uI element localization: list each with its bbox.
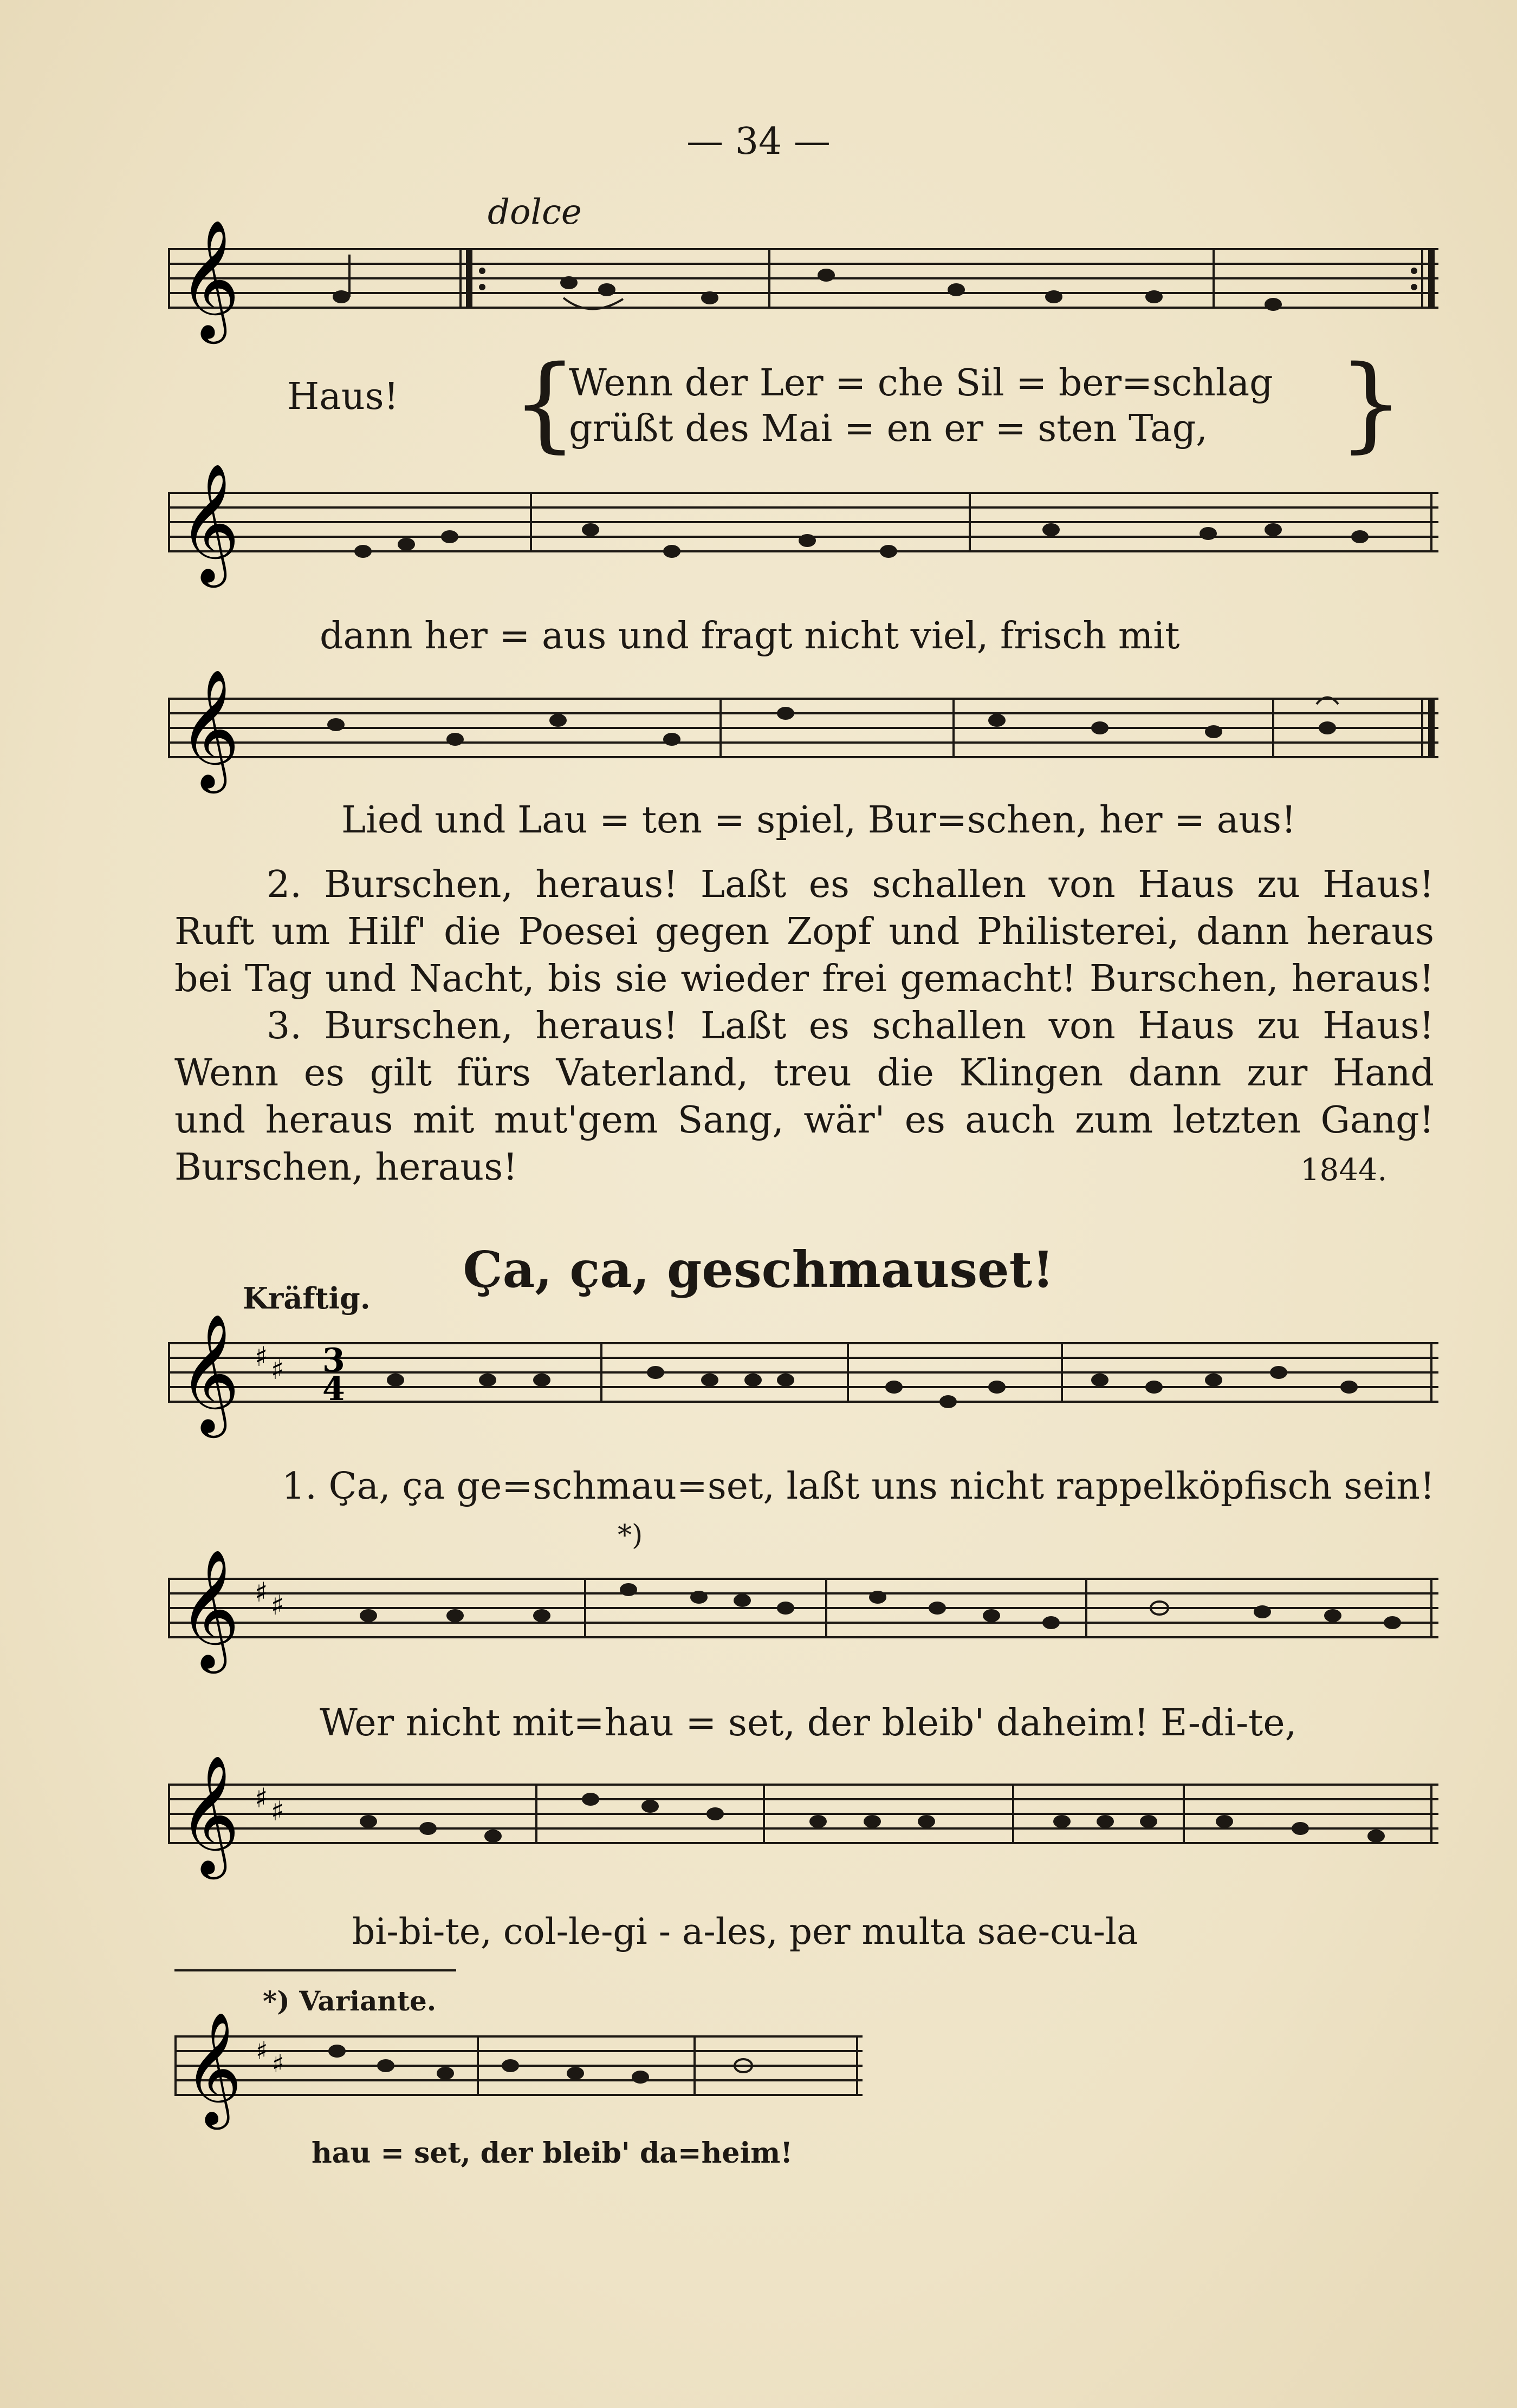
song-year: 1844. [1300,1153,1388,1188]
page-number: — 34 — [686,120,831,163]
svg-text:♯: ♯ [255,1782,268,1814]
svg-text:♯: ♯ [271,1354,284,1385]
svg-text:𝄞: 𝄞 [179,668,240,788]
svg-text:♯: ♯ [255,1341,268,1372]
lyric-row-1a: Wenn der Ler = che Sil = ber=schlag [569,362,1273,405]
footnote-staff [174,2012,863,2134]
music-staff-1 [168,219,1438,347]
music-staff-3 [168,668,1438,796]
verse-2-line-3: bei Tag und Nacht, bis sie wieder frei gemacht! Burschen, heraus! [174,958,1434,1000]
verse-2-line-2: Ruft um Hilf' die Poesei gegen Zopf und Philisterei, dann heraus [174,910,1434,953]
music-staff-6 [168,1754,1438,1882]
footnote-lyrics: hau = set, der bleib' da=heim! [312,2137,793,2170]
svg-text:3: 3 [322,1342,345,1379]
music-staff-4 [168,1313,1438,1441]
verse-3-line-4: Burschen, heraus! [174,1146,518,1189]
lyric-row-1b: grüßt des Mai = en er = sten Tag, [569,407,1208,450]
music-staff-2 [168,463,1438,590]
lyric-row-3: Lied und Lau = ten = spiel, Bur=schen, her = aus! [341,799,1296,842]
verse-3 [174,1003,1434,1191]
lyric-row-2: dann her = aus und fragt nicht viel, frisch mit [320,615,1180,658]
music-staff-5 [168,1548,1438,1676]
svg-text:4: 4 [322,1370,345,1408]
lyric-row-1-start: Haus! [287,375,399,418]
svg-text:♯: ♯ [271,1795,284,1827]
verse-2 [174,861,1434,1003]
svg-text:𝄞: 𝄞 [184,2012,242,2125]
song-title: Ça, ça, geschmauset! [463,1240,1054,1299]
verse-3-line-1: 3. Burschen, heraus! Laßt es schallen von Haus zu Haus! [267,1005,1434,1047]
svg-text:♯: ♯ [271,1590,284,1621]
svg-text:𝄞: 𝄞 [179,1754,240,1874]
svg-text:♯: ♯ [255,1577,268,1608]
footnote-label: *) Variante. [263,1985,437,2017]
svg-text:♯: ♯ [272,2049,284,2078]
lyric-row-4: 1. Ça, ça ge=schmau=set, laßt uns nicht rappelköpfisch sein! [282,1465,1435,1508]
svg-text:𝄞: 𝄞 [179,219,240,339]
verse-3-line-2: Wenn es gilt fürs Vaterland, treu die Klingen dann zur Hand [174,1052,1434,1095]
verse-3-line-3: und heraus mit mut'gem Sang, wär' es auch zum letzten Gang! [174,1099,1434,1142]
lyric-row-6: bi-bi-te, col-le-gi - a-les, per multa sae-cu-la [352,1911,1138,1953]
lyric-brace-right: } [1338,343,1404,463]
svg-text:𝄞: 𝄞 [179,1548,240,1668]
tempo-marking: Kräftig. [243,1281,371,1316]
lyric-row-5: Wer nicht mit=hau = set, der bleib' daheim! E-di-te, [320,1702,1297,1745]
footnote-marker: *) [618,1519,643,1552]
footnote-rule [174,1969,456,1971]
verse-2-line-1: 2. Burschen, heraus! Laßt es schallen von Haus zu Haus! [267,863,1434,906]
dynamic-marking: dolce [488,192,582,232]
lyric-brace-left: { [512,343,578,463]
svg-text:𝄞: 𝄞 [179,463,240,582]
svg-text:♯: ♯ [256,2036,268,2065]
svg-text:𝄞: 𝄞 [179,1313,240,1433]
